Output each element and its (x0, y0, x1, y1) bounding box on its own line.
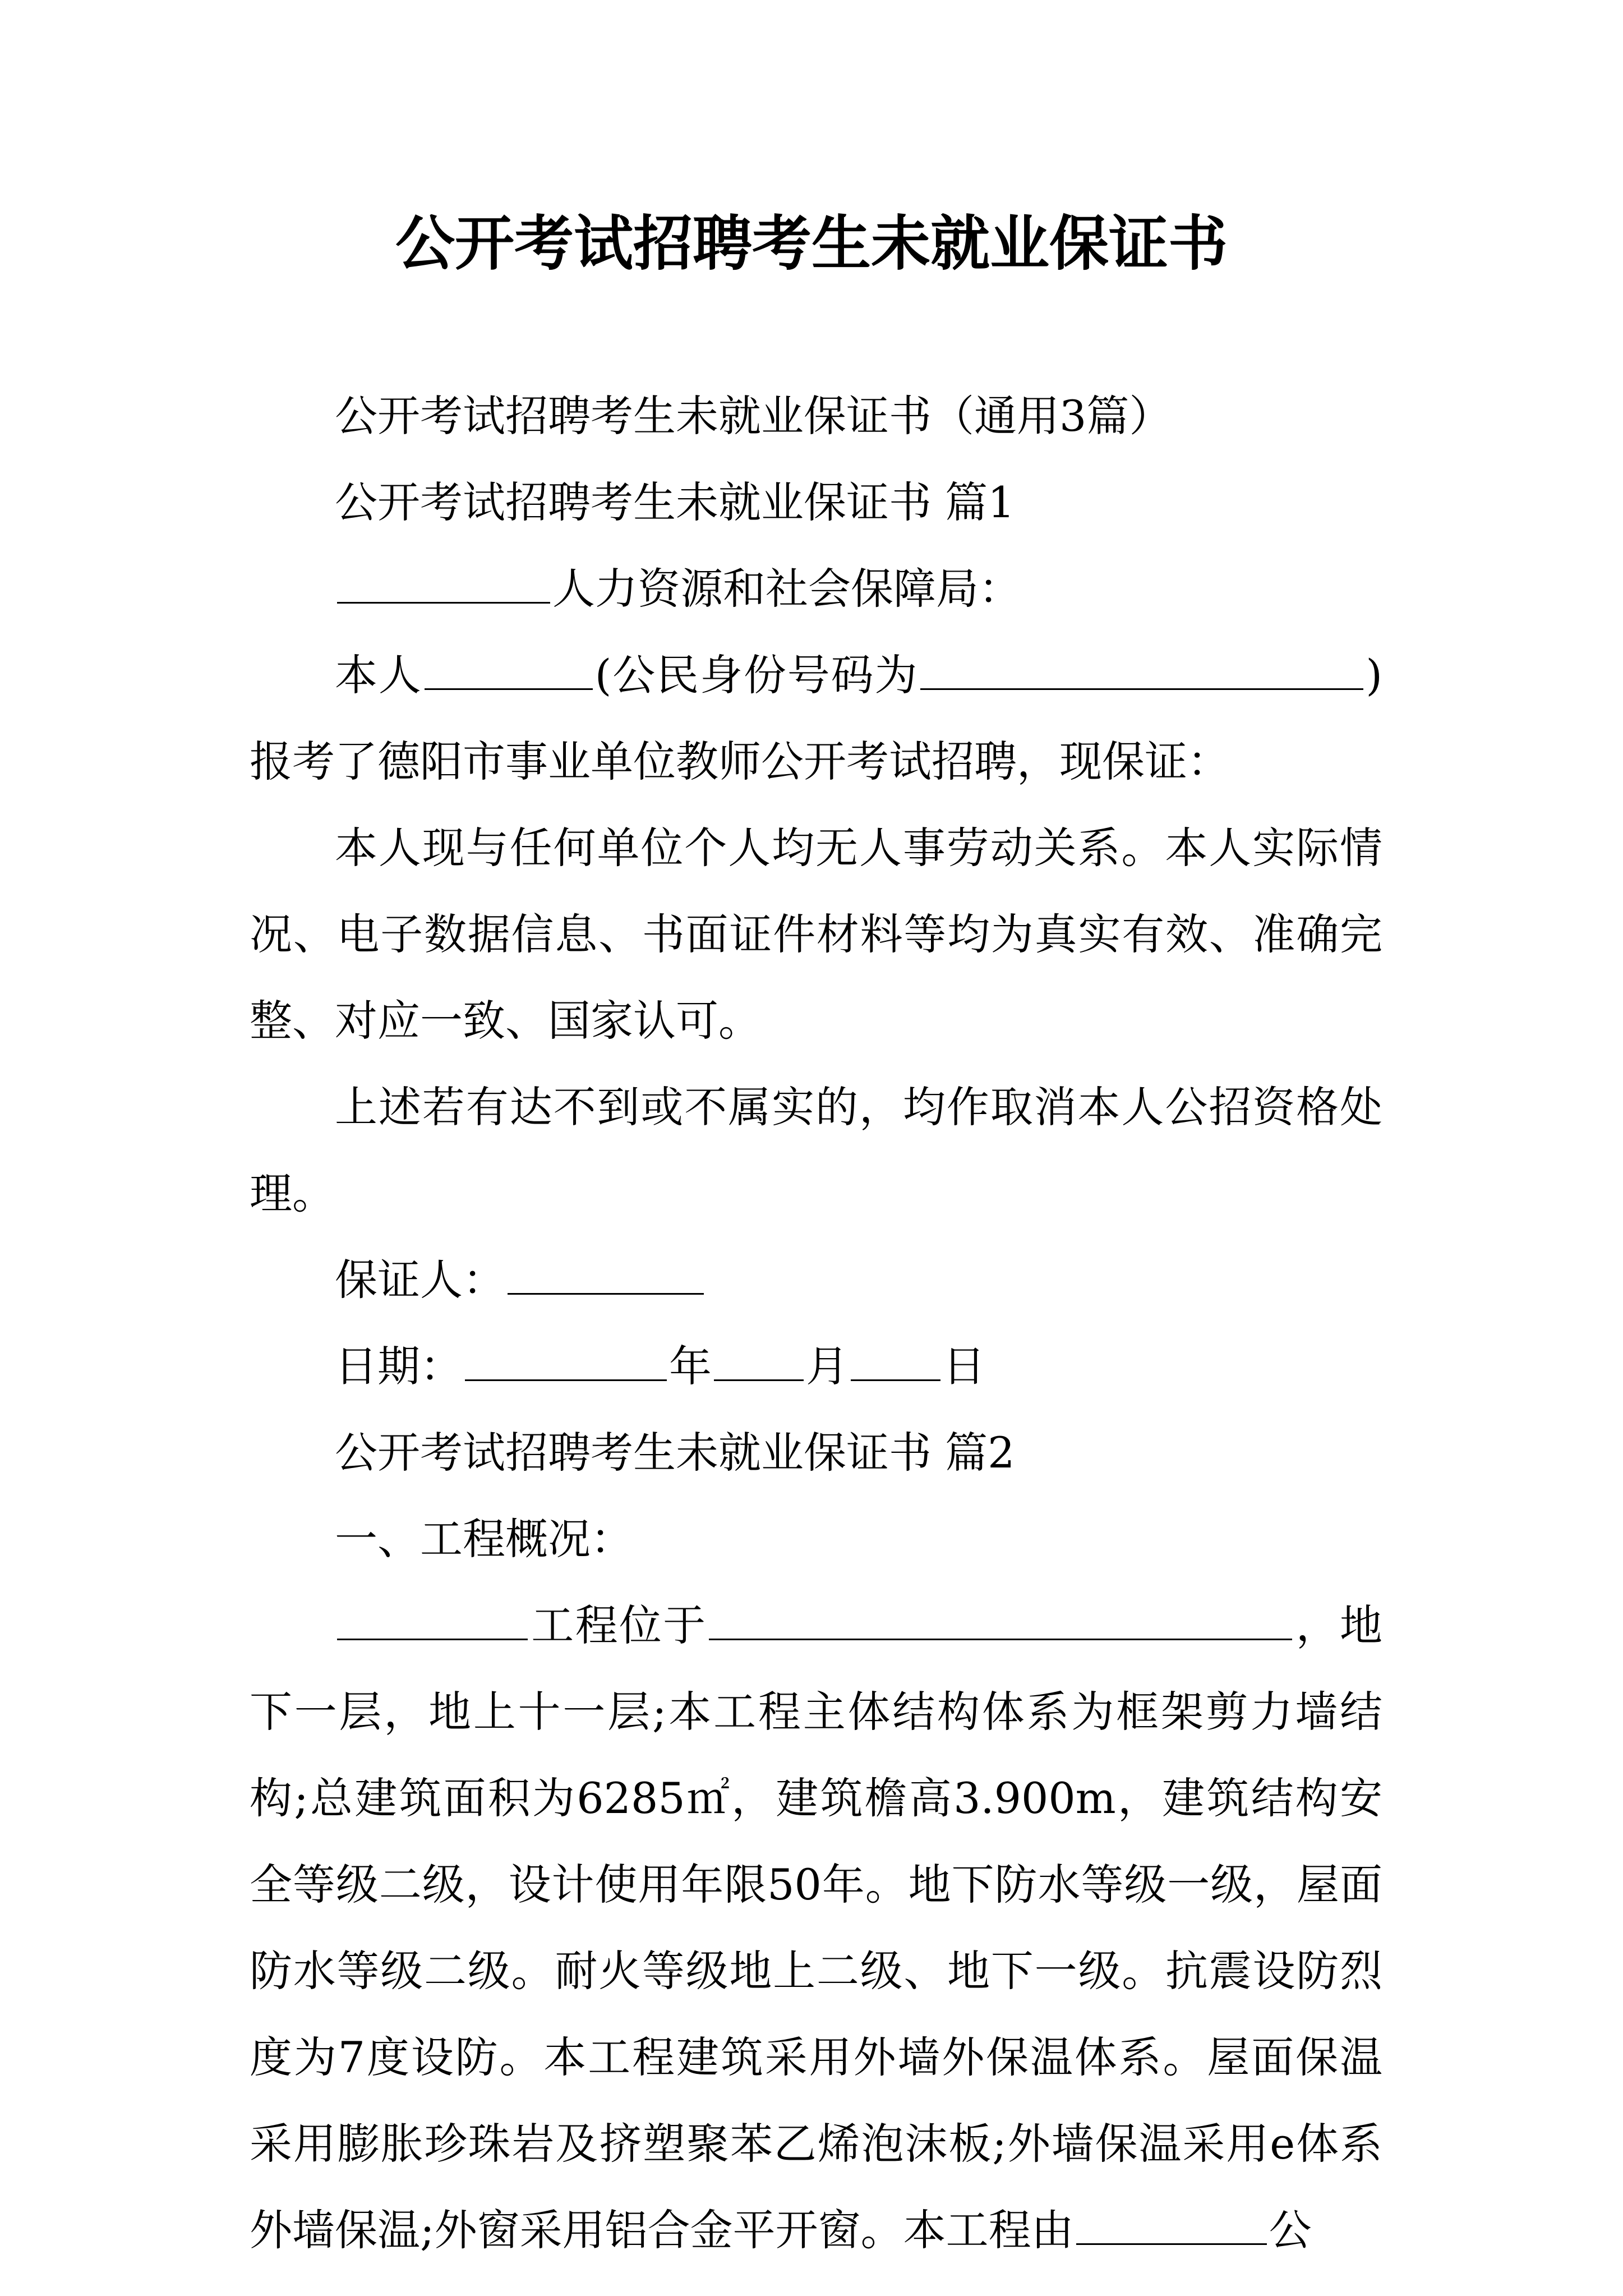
document-body (250, 373, 1382, 2274)
blank-line (465, 1341, 667, 1381)
guarantor-label: 保证人： (335, 1255, 505, 1305)
paragraph-section-heading-2: 公开考试招聘考生未就业保证书 篇2 (335, 1428, 1015, 1478)
paragraph-date (250, 1323, 1382, 1410)
paragraph-consequence: 上述若有达不到或不属实的，均作取消本人公招资格处理。 (250, 1082, 1382, 1218)
blank-line (337, 564, 550, 604)
addressee-text: 人力资源和社会保障局： (552, 564, 1021, 614)
declarant-id-text: (公民身份号码为 (594, 650, 919, 700)
paragraph-addressee (250, 546, 1382, 632)
paragraph-declarant (250, 632, 1382, 805)
paragraph-statement: 本人现与任何单位个人均无人事劳动关系。本人实际情况、电子数据信息、书面证件材料等均为真实有效、准确完整、对应一致、国家认可。 (250, 823, 1382, 1046)
blank-line (714, 1341, 804, 1381)
declarant-prefix: 本人 (335, 650, 422, 700)
blank-line (337, 1600, 528, 1640)
date-label: 日期： (335, 1341, 463, 1391)
blank-line (508, 1255, 704, 1295)
date-day: 日 (943, 1341, 985, 1391)
project-location-text: 工程位于 (530, 1600, 707, 1650)
blank-line (709, 1600, 1292, 1640)
blank-line (851, 1341, 940, 1381)
blank-line (920, 650, 1363, 690)
blank-line (1076, 2205, 1267, 2245)
project-description-end: 公 (1269, 2205, 1312, 2255)
paragraph-subtitle: 公开考试招聘考生未就业保证书（通用3篇） (335, 391, 1172, 441)
declarant-suffix: )报考了德阳市事业单位教师公开考试招聘，现保证： (250, 650, 1383, 786)
paragraph-project-overview-heading: 一、工程概况： (335, 1514, 633, 1564)
document-title: 公开考试招聘考生未就业保证书 (395, 209, 1228, 278)
date-month: 月 (806, 1341, 849, 1391)
date-year: 年 (669, 1341, 712, 1391)
paragraph-project-overview (250, 1582, 1382, 2274)
paragraph-guarantor (250, 1237, 1382, 1323)
paragraph-section-heading-1: 公开考试招聘考生未就业保证书 篇1 (335, 477, 1015, 527)
blank-line (425, 650, 593, 690)
project-description-text: ，地下一层，地上十一层;本工程主体结构体系为框架剪力墙结构;总建筑面积为6285㎡，建筑檐高3.900m，建筑结构安全等级二级，设计使用年限50年。地下防水等级一级，屋面防水等级二级。耐火等级地上二级、地下一级。抗震设防烈度为7度设防。本工程建筑采用外墙外保温体系。屋面保温采用膨胀珍珠岩及挤塑聚苯乙烯泡沫板;外墙保温采用e体系外墙保温;外窗采用铝合金平开窗。本工程由 (250, 1600, 1383, 2255)
